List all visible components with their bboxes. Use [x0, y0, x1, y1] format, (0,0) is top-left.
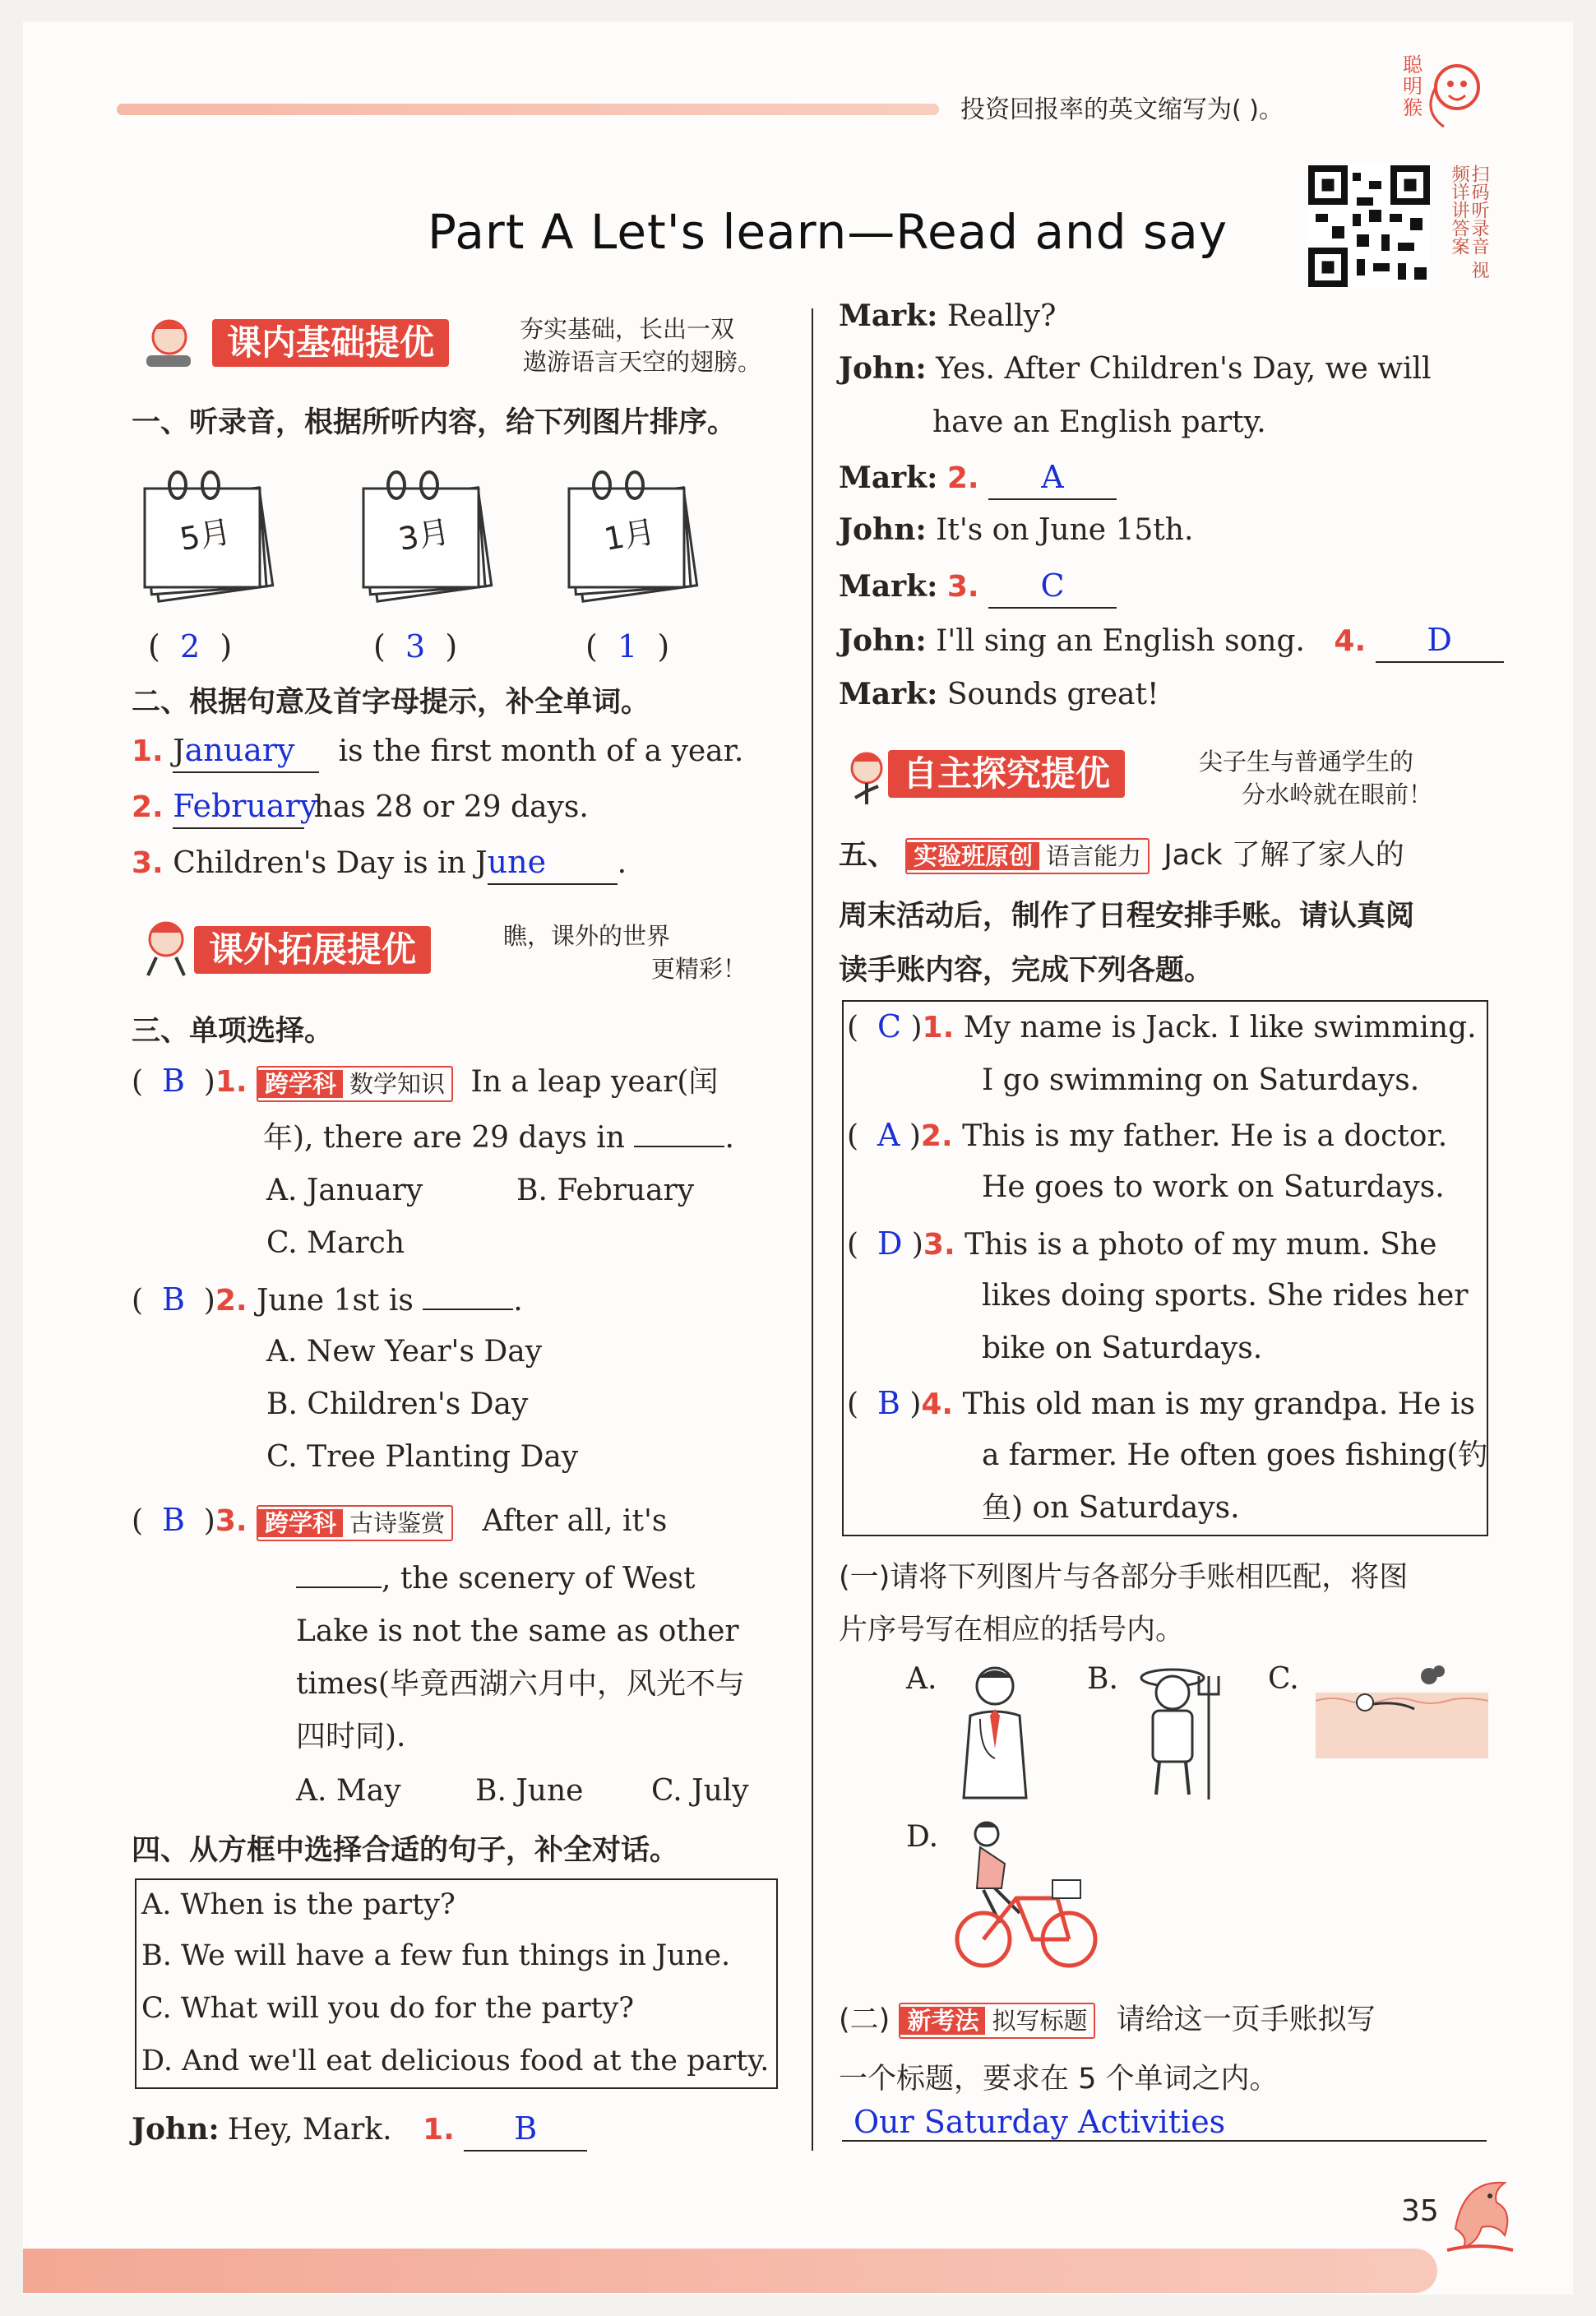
pic-label-a: A. [906, 1662, 937, 1696]
dialog-line: have an English party. [932, 405, 1266, 439]
page-title: Part A Let's learn—Read and say [428, 204, 1228, 260]
dialog-line: Mark: 3. C [839, 566, 1117, 609]
dialog-option-d: D. And we'll eat delicious food at the party. [141, 2045, 770, 2077]
option-a[interactable]: A. May [296, 1774, 401, 1808]
banner-note: 瞧，课外的世界 更精彩！ [503, 922, 747, 983]
journal-item-4-line2: a farmer. He often goes fishing(钓 [982, 1438, 1488, 1472]
dolphin-icon [1439, 2171, 1521, 2262]
title-answer[interactable]: Our Saturday Activities [842, 2104, 1487, 2142]
dialog-line-1: John: Hey, Mark. 1. B [132, 2109, 587, 2152]
qr-code-icon[interactable] [1307, 164, 1431, 288]
mascot-icon [132, 911, 202, 982]
dialog-option-b: B. We will have a few fun things in June. [141, 1939, 731, 1972]
fill-item-3: 3. Children's Day is in June . [132, 842, 627, 885]
choice-question-3-line2: , the scenery of West [296, 1559, 695, 1599]
tag-cross-subject: 跨学科 数学知识 [257, 1066, 453, 1102]
sub-question-2-line2: 一个标题，要求在 5 个单词之内。 [839, 2063, 1279, 2096]
tag-cross-subject: 跨学科 古诗鉴赏 [257, 1505, 453, 1541]
section-heading-3: 三、单项选择。 [132, 1015, 334, 1048]
choice-question-3-line5: 四时同). [296, 1720, 406, 1753]
option-b[interactable]: B. February [516, 1174, 695, 1207]
dialog-option-c: C. What will you do for the party? [141, 1992, 635, 2025]
pic-label-b: B. [1087, 1662, 1118, 1696]
option-c[interactable]: C. March [266, 1226, 405, 1260]
journal-item-3-line3: bike on Saturdays. [982, 1332, 1263, 1365]
mascot-icon [132, 309, 202, 380]
banner-note: 尖子生与普通学生的 分水岭就在眼前！ [1199, 748, 1433, 808]
option-b[interactable]: B. June [475, 1774, 584, 1808]
section-5-intro: 五、 实验班原创 语言能力 Jack 了解了家人的 [839, 832, 1404, 874]
choice-question-3-line3: Lake is not the same as other [296, 1614, 739, 1648]
bike-rider-illustration-icon [946, 1816, 1102, 1972]
fill-item-1: 1. January is the first month of a year. [132, 730, 743, 773]
journal-item-3: ( D )3. This is a photo of my mum. She [847, 1225, 1437, 1262]
journal-item-2-line2: He goes to work on Saturdays. [982, 1170, 1445, 1204]
section-heading-4: 四、从方框中选择合适的句子，补全对话。 [132, 1834, 679, 1867]
dialog-line: Mark: 2. A [839, 457, 1117, 500]
journal-item-1: ( C )1. My name is Jack. I like swimming. [847, 1008, 1477, 1045]
banner-note: 夯实基础，长出一双 遨游语言天空的翅膀。 [520, 315, 762, 376]
dialog-line: Mark: Really? [839, 299, 1057, 333]
option-a[interactable]: A. New Year's Day [266, 1335, 543, 1369]
choice-question-3-line4: times(毕竟西湖六月中，风光不与 [296, 1667, 745, 1701]
choice-question-2: ( B )2. June 1st is . [132, 1281, 523, 1318]
dialog-option-a: A. When is the party? [141, 1888, 456, 1921]
journal-item-4-line3: 鱼) on Saturdays. [982, 1491, 1240, 1525]
calendar-label: 1月 [601, 512, 659, 558]
fill-item-2: 2. February has 28 or 29 days. [132, 786, 589, 829]
choice-question-1: ( B )1. 跨学科 数学知识 In a leap year(闰 [132, 1061, 789, 1102]
dialog-line: John: Yes. After Children's Day, we will [839, 351, 1432, 386]
journal-item-1-line2: I go swimming on Saturdays. [982, 1063, 1420, 1097]
calendar-label: 5月 [177, 512, 234, 558]
farmer-illustration-icon [1126, 1660, 1233, 1800]
doctor-illustration-icon [946, 1660, 1044, 1800]
pic-label-c: C. [1268, 1662, 1299, 1696]
option-c[interactable]: C. Tree Planting Day [266, 1440, 579, 1474]
header-bar [117, 104, 939, 115]
sub-question-1: (一)请将下列图片与各部分手账相匹配，将图 [839, 1561, 1409, 1594]
header-hint: 投资回报率的英文缩写为( )。 [960, 95, 1284, 124]
qr-caption: 扫码听录音 视频详讲答案 [1449, 164, 1489, 279]
section-banner-basic: 课内基础提优 [212, 319, 449, 367]
option-c[interactable]: C. July [651, 1774, 749, 1808]
page-number: 35 [1401, 2194, 1439, 2228]
section-5-intro-line3: 读手账内容，完成下列各题。 [839, 954, 1214, 987]
order-answer-2[interactable]: ( 3 ) [373, 628, 458, 665]
section-banner-extension: 课外拓展提优 [194, 926, 431, 974]
section-5-intro-line2: 周末活动后，制作了日程安排手账。请认真阅 [839, 900, 1415, 933]
journal-item-3-line2: likes doing sports. She rides her [982, 1279, 1469, 1313]
journal-item-4: ( B )4. This old man is my grandpa. He is [847, 1385, 1475, 1421]
column-divider [812, 308, 813, 2151]
section-heading-2: 二、根据句意及首字母提示，补全单词。 [132, 686, 650, 719]
dialog-line: John: It's on June 15th. [839, 512, 1194, 547]
journal-item-2: ( A )2. This is my father. He is a doctor. [847, 1117, 1448, 1153]
choice-question-1-line2: 年), there are 29 days in . [263, 1121, 734, 1155]
section-banner-explore: 自主探究提优 [888, 750, 1125, 798]
order-answer-3[interactable]: ( 1 ) [585, 628, 670, 665]
mascot-text: 聪明猴 [1403, 53, 1423, 119]
swimming-illustration-icon [1316, 1660, 1488, 1758]
sub-question-2: (二) 新考法 拟写标题 请给这一页手账拟写 [839, 1997, 1376, 2039]
footer-bar [23, 2249, 1437, 2293]
sub-question-1-line2: 片序号写在相应的括号内。 [839, 1614, 1185, 1647]
pic-label-d: D. [906, 1820, 939, 1854]
calendar-label: 3月 [396, 512, 453, 558]
dialog-line: Mark: Sounds great! [839, 677, 1159, 711]
choice-question-3: ( B )3. 跨学科 古诗鉴赏 After all, it's [132, 1500, 789, 1541]
dialog-line: John: I'll sing an English song. 4. D [839, 620, 1504, 663]
order-answer-1[interactable]: ( 2 ) [148, 628, 233, 665]
option-a[interactable]: A. January [266, 1174, 423, 1207]
section-heading-1: 一、听录音，根据所听内容，给下列图片排序。 [132, 406, 737, 439]
option-b[interactable]: B. Children's Day [266, 1387, 529, 1421]
